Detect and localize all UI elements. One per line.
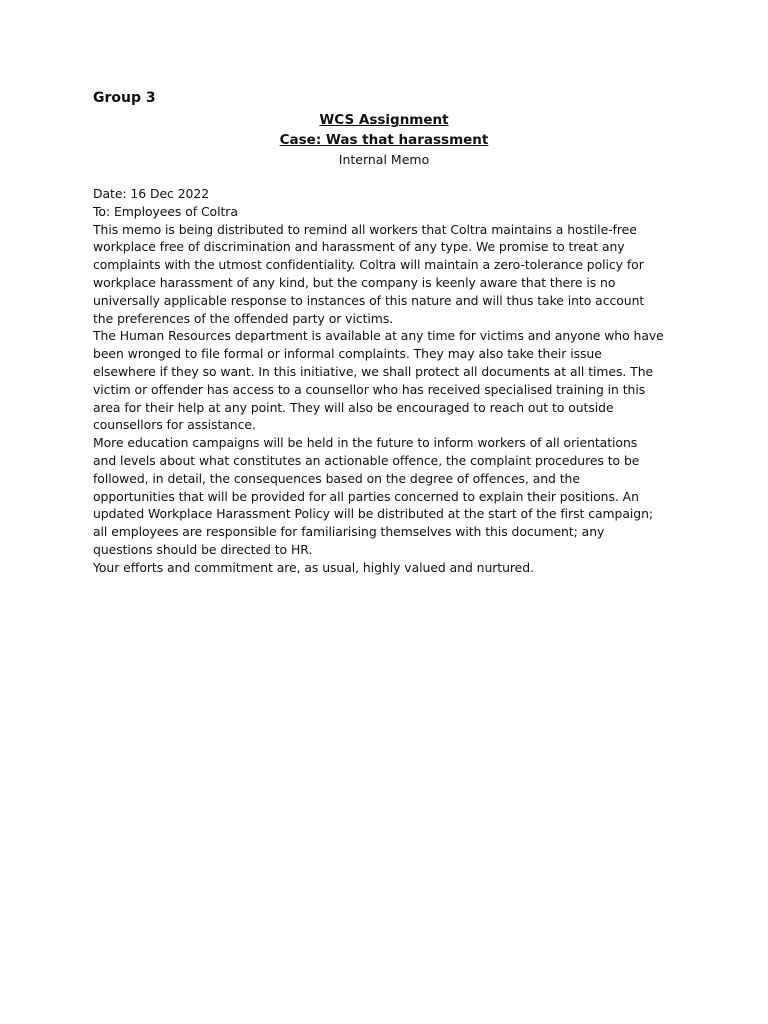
memo-line: workplace free of discrimination and harassment of any type. We promise to treat any xyxy=(93,239,625,255)
memo-line: elsewhere if they so want. In this initiative, we shall protect all documents at all times. The xyxy=(93,363,654,379)
memo-line: followed, in detail, the consequences based on the degree of offences, and the xyxy=(93,470,580,486)
memo-line: updated Workplace Harassment Policy will be distributed at the start of the first campaign; xyxy=(93,506,654,522)
memo-line: More education campaigns will be held in the future to inform workers of all orientations xyxy=(93,435,638,451)
memo-body xyxy=(93,185,683,577)
memo-line: complaints with the utmost confidentiality. Coltra will maintain a zero-tolerance policy for xyxy=(93,257,644,273)
memo-line: To: Employees of Coltra xyxy=(93,203,238,219)
memo-line: universally applicable response to instances of this nature and will thus take into account xyxy=(93,292,645,308)
memo-line: This memo is being distributed to remind all workers that Coltra maintains a hostile-free xyxy=(93,221,637,237)
memo-subtitle: Internal Memo xyxy=(338,152,430,167)
assignment-title: WCS Assignment xyxy=(319,112,449,128)
memo-line: Date: 16 Dec 2022 xyxy=(93,186,210,201)
memo-line: questions should be directed to HR. xyxy=(93,541,313,557)
case-title: Case: Was that harassment xyxy=(279,132,489,148)
memo-line: Your efforts and commitment are, as usual, highly valued and nurtured. xyxy=(93,559,534,575)
title-block xyxy=(0,110,768,170)
memo-line: area for their help at any point. They will also be encouraged to reach out to outside xyxy=(93,399,614,415)
memo-line: opportunities that will be provided for all parties concerned to explain their positions. An xyxy=(93,488,639,504)
memo-line: victim or offender has access to a counsellor who has received specialised training in this xyxy=(93,381,646,397)
memo-line: and levels about what constitutes an actionable offence, the complaint procedures to be xyxy=(93,452,640,468)
memo-line: counsellors for assistance. xyxy=(93,417,256,433)
memo-line: the preferences of the offended party or victims. xyxy=(93,310,394,326)
memo-line: been wronged to file formal or informal complaints. They may also take their issue xyxy=(93,346,602,362)
memo-line: workplace harassment of any kind, but the company is keenly aware that there is no xyxy=(93,274,616,290)
group-label: Group 3 xyxy=(93,90,156,106)
memo-line: The Human Resources department is available at any time for victims and anyone who have xyxy=(93,328,664,344)
memo-line: all employees are responsible for familiarising themselves with this document; any xyxy=(93,524,605,540)
